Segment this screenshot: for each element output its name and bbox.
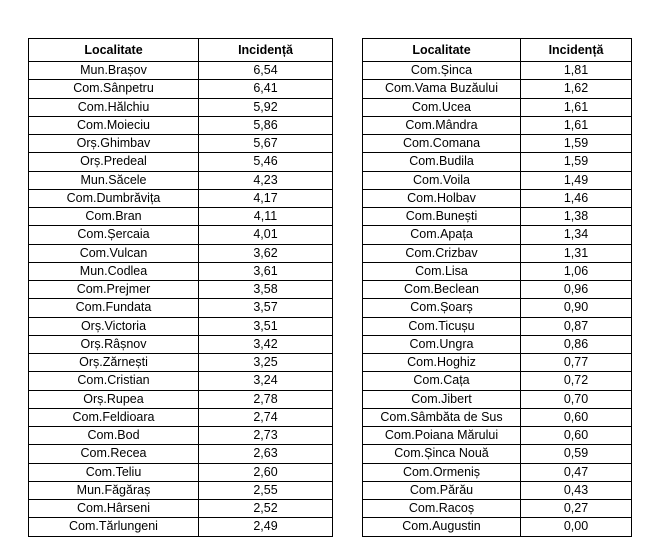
incidence-cell: 3,51	[199, 317, 333, 335]
locality-cell: Com.Feldioara	[29, 408, 199, 426]
incidence-cell: 3,24	[199, 372, 333, 390]
locality-cell: Com.Lisa	[363, 262, 521, 280]
table-row	[29, 335, 333, 353]
locality-cell: Orș.Rupea	[29, 390, 199, 408]
incidence-cell: 0,86	[521, 335, 632, 353]
locality-cell: Com.Bunești	[363, 208, 521, 226]
column-header-incidenta: Incidență	[521, 39, 632, 62]
incidence-cell: 5,46	[199, 153, 333, 171]
locality-cell: Com.Sâmbăta de Sus	[363, 408, 521, 426]
locality-cell: Com.Comana	[363, 135, 521, 153]
incidence-cell: 4,17	[199, 189, 333, 207]
table-row	[363, 262, 632, 280]
table-row	[363, 481, 632, 499]
table-row	[363, 116, 632, 134]
locality-cell: Com.Prejmer	[29, 281, 199, 299]
incidence-cell: 0,70	[521, 390, 632, 408]
table-row	[29, 317, 333, 335]
locality-cell: Com.Cristian	[29, 372, 199, 390]
table-row	[363, 518, 632, 536]
locality-cell: Com.Recea	[29, 445, 199, 463]
locality-cell: Com.Ticușu	[363, 317, 521, 335]
incidence-cell: 1,38	[521, 208, 632, 226]
locality-cell: Com.Cața	[363, 372, 521, 390]
locality-cell: Com.Teliu	[29, 463, 199, 481]
table-row	[363, 372, 632, 390]
incidence-cell: 0,72	[521, 372, 632, 390]
table-row	[29, 427, 333, 445]
incidence-cell: 0,77	[521, 354, 632, 372]
locality-cell: Com.Fundata	[29, 299, 199, 317]
table-row	[363, 408, 632, 426]
incidence-cell: 1,34	[521, 226, 632, 244]
locality-cell: Mun.Făgăraș	[29, 481, 199, 499]
table-header-row	[29, 39, 333, 62]
table-row	[29, 116, 333, 134]
table-row	[363, 445, 632, 463]
table-row	[29, 80, 333, 98]
locality-cell: Com.Șinca	[363, 62, 521, 80]
locality-cell: Com.Ucea	[363, 98, 521, 116]
locality-cell: Mun.Brașov	[29, 62, 199, 80]
incidence-cell: 2,55	[199, 481, 333, 499]
locality-cell: Com.Bod	[29, 427, 199, 445]
locality-cell: Orș.Predeal	[29, 153, 199, 171]
incidence-cell: 3,58	[199, 281, 333, 299]
incidence-cell: 5,92	[199, 98, 333, 116]
table-body-left	[29, 62, 333, 537]
incidence-cell: 0,43	[521, 481, 632, 499]
incidence-cell: 2,52	[199, 500, 333, 518]
table-row	[363, 244, 632, 262]
locality-cell: Mun.Codlea	[29, 262, 199, 280]
incidence-cell: 6,41	[199, 80, 333, 98]
table-row	[29, 445, 333, 463]
locality-cell: Com.Racoș	[363, 500, 521, 518]
column-header-incidenta: Incidență	[199, 39, 333, 62]
locality-cell: Com.Părău	[363, 481, 521, 499]
table-row	[29, 372, 333, 390]
table-row	[29, 226, 333, 244]
locality-cell: Com.Șinca Nouă	[363, 445, 521, 463]
incidence-cell: 1,62	[521, 80, 632, 98]
incidence-cell: 3,62	[199, 244, 333, 262]
column-header-localitate: Localitate	[29, 39, 199, 62]
locality-cell: Com.Hălchiu	[29, 98, 199, 116]
locality-cell: Com.Crizbav	[363, 244, 521, 262]
locality-cell: Orș.Ghimbav	[29, 135, 199, 153]
table-row	[363, 226, 632, 244]
incidence-cell: 1,49	[521, 171, 632, 189]
incidence-cell: 1,59	[521, 153, 632, 171]
incidence-cell: 5,86	[199, 116, 333, 134]
table-header-row	[363, 39, 632, 62]
incidence-cell: 2,60	[199, 463, 333, 481]
table-row	[363, 281, 632, 299]
table-body-right	[363, 62, 632, 537]
incidence-cell: 3,42	[199, 335, 333, 353]
table-row	[29, 62, 333, 80]
table-row	[363, 500, 632, 518]
table-row	[363, 354, 632, 372]
table-row	[363, 335, 632, 353]
incidence-cell: 1,61	[521, 116, 632, 134]
table-row	[363, 299, 632, 317]
incidence-cell: 1,61	[521, 98, 632, 116]
locality-cell: Com.Budila	[363, 153, 521, 171]
locality-cell: Orș.Zărnești	[29, 354, 199, 372]
locality-cell: Com.Voila	[363, 171, 521, 189]
incidence-cell: 4,01	[199, 226, 333, 244]
locality-cell: Com.Dumbrăvița	[29, 189, 199, 207]
table-row	[363, 317, 632, 335]
incidence-cell: 0,00	[521, 518, 632, 536]
table-row	[29, 299, 333, 317]
incidence-cell: 1,81	[521, 62, 632, 80]
locality-cell: Com.Moieciu	[29, 116, 199, 134]
table-row	[29, 189, 333, 207]
incidence-cell: 0,96	[521, 281, 632, 299]
incidence-cell: 0,47	[521, 463, 632, 481]
table-row	[363, 171, 632, 189]
incidence-cell: 2,78	[199, 390, 333, 408]
table-row	[363, 427, 632, 445]
table-row	[29, 354, 333, 372]
incidence-cell: 2,63	[199, 445, 333, 463]
incidence-cell: 1,06	[521, 262, 632, 280]
incidence-cell: 5,67	[199, 135, 333, 153]
table-row	[29, 500, 333, 518]
table-row	[29, 98, 333, 116]
table-row	[363, 463, 632, 481]
locality-cell: Com.Ormeniș	[363, 463, 521, 481]
table-row	[363, 189, 632, 207]
locality-cell: Com.Beclean	[363, 281, 521, 299]
incidence-cell: 3,61	[199, 262, 333, 280]
locality-cell: Com.Vama Buzăului	[363, 80, 521, 98]
locality-cell: Orș.Victoria	[29, 317, 199, 335]
table-row	[29, 244, 333, 262]
incidence-cell: 1,59	[521, 135, 632, 153]
table-row	[363, 135, 632, 153]
incidence-cell: 0,59	[521, 445, 632, 463]
locality-cell: Com.Holbav	[363, 189, 521, 207]
locality-cell: Com.Hârseni	[29, 500, 199, 518]
incidence-cell: 0,27	[521, 500, 632, 518]
table-row	[29, 518, 333, 536]
table-row	[363, 208, 632, 226]
table-row	[363, 98, 632, 116]
table-row	[29, 208, 333, 226]
table-row	[363, 153, 632, 171]
incidence-cell: 0,90	[521, 299, 632, 317]
table-row	[29, 153, 333, 171]
locality-cell: Com.Apața	[363, 226, 521, 244]
incidence-cell: 0,87	[521, 317, 632, 335]
table-row	[363, 390, 632, 408]
locality-cell: Com.Ungra	[363, 335, 521, 353]
locality-cell: Orș.Râșnov	[29, 335, 199, 353]
table-row	[29, 262, 333, 280]
locality-cell: Com.Poiana Mărului	[363, 427, 521, 445]
incidence-table-left	[28, 38, 333, 537]
incidence-cell: 2,74	[199, 408, 333, 426]
locality-cell: Com.Mândra	[363, 116, 521, 134]
locality-cell: Mun.Săcele	[29, 171, 199, 189]
locality-cell: Com.Bran	[29, 208, 199, 226]
locality-cell: Com.Sânpetru	[29, 80, 199, 98]
table-row	[363, 80, 632, 98]
locality-cell: Com.Augustin	[363, 518, 521, 536]
column-header-localitate: Localitate	[363, 39, 521, 62]
table-row	[29, 135, 333, 153]
incidence-cell: 3,57	[199, 299, 333, 317]
table-row	[29, 390, 333, 408]
locality-cell: Com.Jibert	[363, 390, 521, 408]
incidence-cell: 1,31	[521, 244, 632, 262]
locality-cell: Com.Hoghiz	[363, 354, 521, 372]
incidence-cell: 2,73	[199, 427, 333, 445]
incidence-cell: 0,60	[521, 408, 632, 426]
incidence-cell: 0,60	[521, 427, 632, 445]
table-row	[29, 408, 333, 426]
table-row	[29, 171, 333, 189]
table-row	[363, 62, 632, 80]
incidence-cell: 3,25	[199, 354, 333, 372]
locality-cell: Com.Tărlungeni	[29, 518, 199, 536]
incidence-table-right	[362, 38, 632, 537]
table-row	[29, 463, 333, 481]
locality-cell: Com.Șercaia	[29, 226, 199, 244]
incidence-cell: 2,49	[199, 518, 333, 536]
table-row	[29, 281, 333, 299]
incidence-cell: 4,23	[199, 171, 333, 189]
table-row	[29, 481, 333, 499]
incidence-cell: 1,46	[521, 189, 632, 207]
incidence-cell: 4,11	[199, 208, 333, 226]
incidence-cell: 6,54	[199, 62, 333, 80]
locality-cell: Com.Șoarș	[363, 299, 521, 317]
locality-cell: Com.Vulcan	[29, 244, 199, 262]
